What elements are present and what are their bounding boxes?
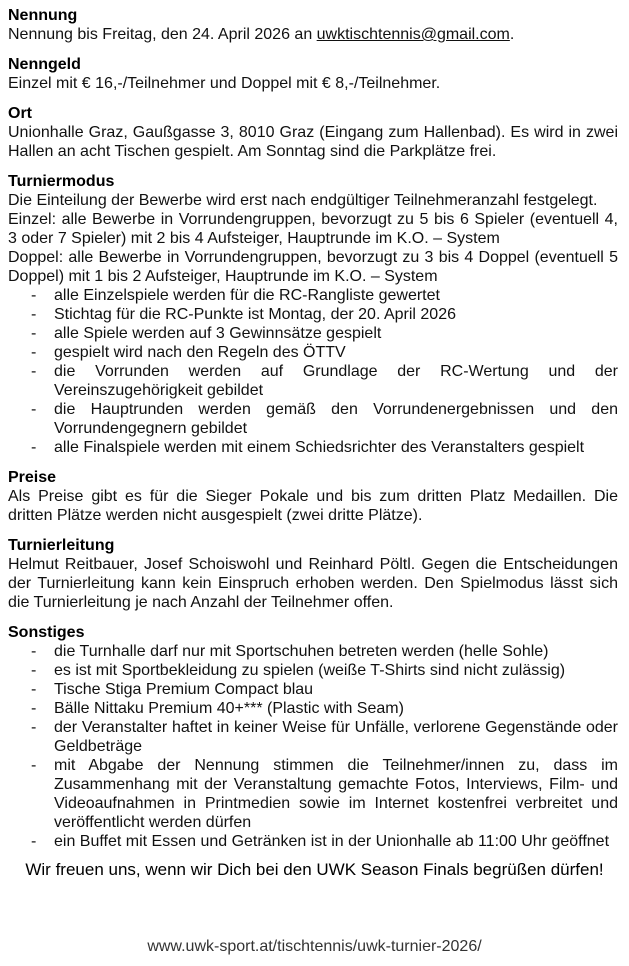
turniermodus-intro: Die Einteilung der Bewerbe wird erst nach endgültiger Teilnehmeranzahl festgelegt. — [8, 192, 598, 209]
bullet-dash: - — [31, 401, 37, 418]
list-item-text: die Turnhalle darf nur mit Sportschuhen betreten werden (helle Sohle) — [54, 643, 549, 660]
list-item — [8, 680, 618, 699]
list-item-text: der Veranstalter haftet in keiner Weise für Unfälle, verlorene Gegenstände oder Geldbeträge — [54, 719, 618, 755]
bullet-dash: - — [31, 662, 37, 679]
bullet-dash: - — [31, 344, 37, 361]
list-item-text: alle Spiele werden auf 3 Gewinnsätze gespielt — [54, 325, 382, 342]
list-item-text: die Vorrunden werden auf Grundlage der RC-Wertung und der Vereinszugehörigkeit gebildet — [54, 363, 618, 399]
list-item-text: die Hauptrunden werden gemäß den Vorrundenergebnissen und den Vorrundengegnern gebildet — [54, 401, 618, 437]
bullet-dash: - — [31, 700, 37, 717]
nennung-text-after: . — [509, 26, 515, 43]
list-item — [8, 324, 618, 343]
heading-turnierleitung: Turnierleitung — [8, 537, 115, 554]
list-item — [8, 832, 618, 851]
bullet-dash: - — [31, 643, 37, 660]
bullet-dash: - — [31, 757, 37, 774]
heading-sonstiges: Sonstiges — [8, 624, 85, 641]
list-item-text: Tische Stiga Premium Compact blau — [54, 681, 314, 698]
bullet-dash: - — [31, 833, 37, 850]
list-item — [8, 661, 618, 680]
sonstiges-list — [8, 642, 618, 851]
nennung-text — [8, 25, 618, 44]
list-item — [8, 343, 618, 362]
turnierleitung-text: Helmut Reitbauer, Josef Schoiswohl und Reinhard Pöltl. Gegen die Entscheidungen der Turnierleitung kann kein Einspruch erhoben werden. Den Spielmodus lässt sich die Turnierleitung je nach Anzahl der Teilnehmer offen. — [8, 556, 618, 611]
ort-text: Unionhalle Graz, Gaußgasse 3, 8010 Graz (Eingang zum Hallenbad). Es wird in zwei Hallen an acht Tischen gespielt. Am Sonntag sind die Parkplätze frei. — [8, 124, 618, 160]
list-item — [8, 756, 618, 832]
section-turnierleitung — [8, 536, 618, 612]
list-item — [8, 286, 618, 305]
turniermodus-einzel: Einzel: alle Bewerbe in Vorrundengruppen, bevorzugt zu 5 bis 6 Spieler (eventuell 4, 3 oder 7 Spieler) mit 2 bis 4 Aufsteiger, Hauptrunde im K.O. – System — [8, 211, 618, 247]
section-sonstiges — [8, 623, 618, 851]
nennung-text-before: Nennung bis Freitag, den 24. April 2026 an — [8, 26, 317, 43]
heading-turniermodus: Turniermodus — [8, 173, 115, 190]
bullet-dash: - — [31, 363, 37, 380]
email-link[interactable]: uwktischtennis@gmail.com — [316, 26, 510, 43]
heading-preise: Preise — [8, 469, 57, 486]
list-item-text: ein Buffet mit Essen und Getränken ist in der Unionhalle ab 11:00 Uhr geöffnet — [54, 833, 610, 850]
footer-url-link[interactable]: www.uwk-sport.at/tischtennis/uwk-turnier-2026/ — [147, 938, 482, 955]
bullet-dash: - — [31, 306, 37, 323]
list-item-text: es ist mit Sportbekleidung zu spielen (weiße T-Shirts sind nicht zulässig) — [54, 662, 566, 679]
section-nenngeld — [8, 55, 618, 93]
heading-nennung: Nennung — [8, 7, 78, 24]
list-item-text: Stichtag für die RC-Punkte ist Montag, der 20. April 2026 — [54, 306, 456, 323]
list-item — [8, 362, 618, 400]
heading-ort: Ort — [8, 105, 32, 122]
nenngeld-text: Einzel mit € 16,-/Teilnehmer und Doppel mit € 8,-/Teilnehmer. — [8, 75, 441, 92]
heading-nenngeld: Nenngeld — [8, 56, 81, 73]
bullet-dash: - — [31, 287, 37, 304]
list-item — [8, 699, 618, 718]
section-preise — [8, 468, 618, 525]
bullet-dash: - — [31, 325, 37, 342]
bullet-dash: - — [31, 681, 37, 698]
document — [8, 6, 618, 851]
section-turniermodus — [8, 172, 618, 457]
bullet-dash: - — [31, 439, 37, 456]
list-item-text: Bälle Nittaku Premium 40+*** (Plastic with Seam) — [54, 700, 404, 717]
turniermodus-doppel: Doppel: alle Bewerbe in Vorrundengruppen, bevorzugt zu 3 bis 4 Doppel (eventuell 5 Doppel) mit 1 bis 2 Aufsteiger, Hauptrunde im K.O. – System — [8, 249, 618, 285]
list-item — [8, 305, 618, 324]
list-item — [8, 438, 618, 457]
section-ort — [8, 104, 618, 161]
turniermodus-list — [8, 286, 618, 457]
list-item-text: alle Finalspiele werden mit einem Schiedsrichter des Veranstalters gespielt — [54, 439, 585, 456]
preise-text: Als Preise gibt es für die Sieger Pokale und bis zum dritten Platz Medaillen. Die dritten Plätze werden nicht ausgespielt (zwei dritte Plätze). — [8, 488, 618, 524]
list-item-text: mit Abgabe der Nennung stimmen die Teilnehmer/innen zu, dass im Zusammenhang mit der Veranstaltung gemachte Fotos, Interviews, Film- und Videoaufnahmen in Printmedien sowie im Internet kostenfrei verbreitet und veröffentlicht werden dürfen — [54, 757, 618, 831]
section-nennung — [8, 6, 618, 44]
list-item — [8, 642, 618, 661]
list-item-text: alle Einzelspiele werden für die RC-Rangliste gewertet — [54, 287, 440, 304]
bullet-dash: - — [31, 719, 37, 736]
list-item — [8, 400, 618, 438]
list-item — [8, 718, 618, 756]
list-item-text: gespielt wird nach den Regeln des ÖTTV — [54, 344, 346, 361]
closing-message: Wir freuen uns, wenn wir Dich bei den UWK Season Finals begrüßen dürfen! — [25, 860, 604, 879]
